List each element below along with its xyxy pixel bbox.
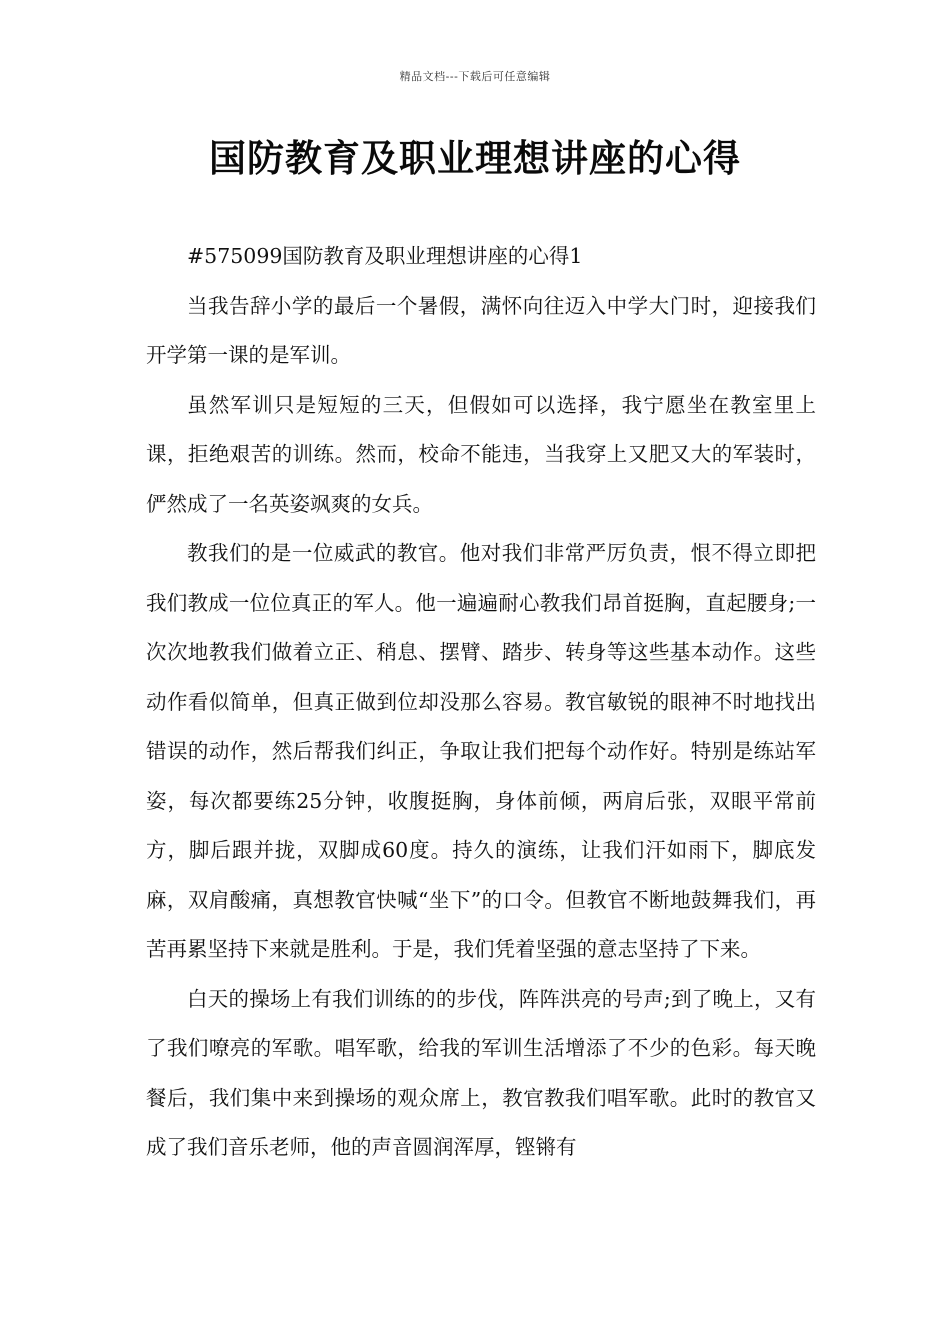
document-header-note: 精品文档---下载后可任意编辑 [399,70,551,83]
paragraph-3: 教我们的是一位威武的教官。他对我们非常严厉负责，恨不得立即把我们教成一位位真正的军人。他一遍遍耐心教我们昂首挺胸，直起腰身;一次次地教我们做着立正、稍息、摆臂、踏步、转身等这些基本动作。这些动作看似简单，但真正做到位却没那么容易。教官敏锐的眼神不时地找出错误的动作，然后帮我们纠正，争取让我们把每个动作好。特别是练站军姿，每次都要练25分钟，收腹挺胸，身体前倾，两肩后张，双眼平常前方，脚后跟并拢，双脚成60度。持久的演练，让我们汗如雨下，脚底发麻，双肩酸痛，真想教官快喊“坐下”的口令。但教官不断地鼓舞我们，再苦再累坚持下来就是胜利。于是，我们凭着坚强的意志坚持了下来。 [146,541,816,961]
document-body [146,232,816,1173]
paragraph-1: 当我告辞小学的最后一个暑假，满怀向往迈入中学大门时，迎接我们开学第一课的是军训。 [146,293,816,367]
document-title: 国防教育及职业理想讲座的心得 [209,136,741,180]
paragraph-2: 虽然军训只是短短的三天，但假如可以选择，我宁愿坐在教室里上课，拒绝艰苦的训练。然而，校命不能违，当我穿上又肥又大的军装时，俨然成了一名英姿飒爽的女兵。 [146,392,816,516]
section-subheading: #575099国防教育及职业理想讲座的心得1 [187,244,583,268]
paragraph-4: 白天的操场上有我们训练的的步伐，阵阵洪亮的号声;到了晚上，又有了我们嘹亮的军歌。唱军歌，给我的军训生活增添了不少的色彩。每天晚餐后，我们集中来到操场的观众席上，教官教我们唱军歌。此时的教官又成了我们音乐老师，他的声音圆润浑厚，铿锵有 [146,986,816,1159]
